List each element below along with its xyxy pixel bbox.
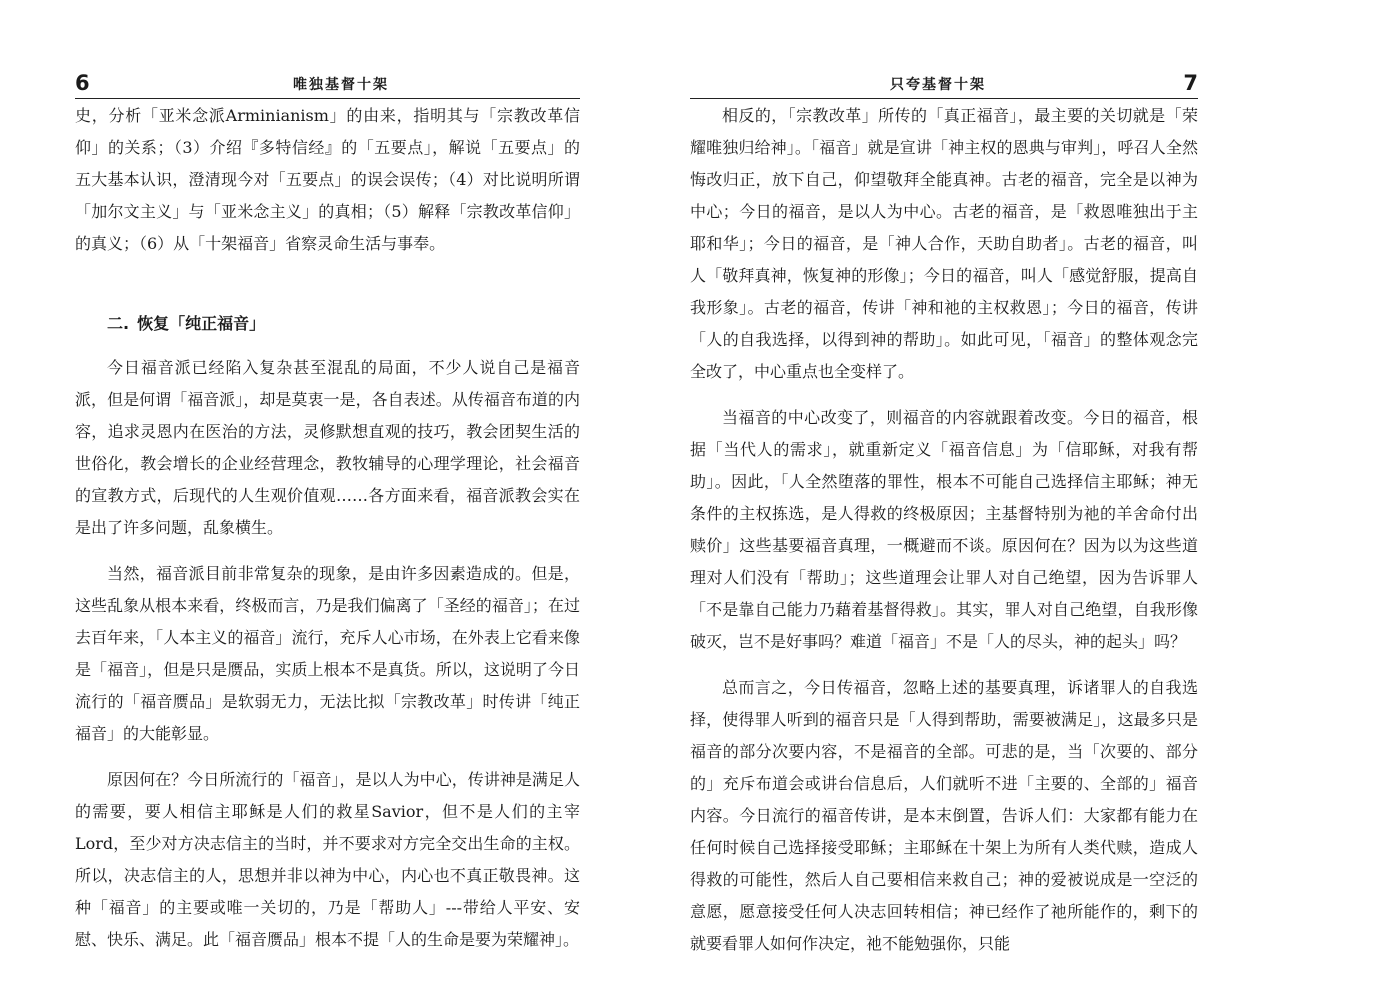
body-paragraph: 原因何在？今日所流行的「福音」，是以人为中心，传讲神是满足人的需要，要人相信主耶稣是人们的救星Savior，但不是人们的主宰Lord，至少对方决志信主的当时，并不要求对方完全交出生命的主权。所以，决志信主的人，思想并非以神为中心，内心也不真正敬畏神。这种「福音」的主要或唯一关切的，乃是「帮助人」---带给人平安、安慰、快乐、满足。此「福音赝品」根本不提「人的生命是要为荣耀神」。 <box>75 770 580 949</box>
page-number: 7 <box>1183 71 1198 95</box>
section-heading <box>75 308 580 340</box>
section-title: 恢复「纯正福音」 <box>137 314 266 333</box>
right-page-body <box>690 100 1198 960</box>
section-number: 二. <box>107 314 130 333</box>
body-paragraph: 总而言之，今日传福音，忽略上述的基要真理，诉诸罪人的自我选择，使得罪人听到的福音只是「人得到帮助，需要被满足」，这最多只是福音的部分次要内容，不是福音的全部。可悲的是，当「次要的、部分的」充斥布道会或讲台信息后，人们就听不进「主要的、全部的」福音内容。今日流行的福音传讲，是本末倒置，告诉人们：大家都有能力在任何时候自己选择接受耶稣；主耶稣在十架上为所有人类代赎，造成人得救的可能性，然后人自己要相信来救自己；神的爱被说成是一空泛的意愿，愿意接受任何人决志回转相信；神已经作了祂所能作的，剩下的就要看罪人如何作决定，祂不能勉强你，只能 <box>690 678 1198 953</box>
intro-paragraph: 史，分析「亚米念派Arminianism」的由来，指明其与「宗教改革信仰」的关系；（3）介绍『多特信经』的「五要点」，解说「五要点」的五大基本认识，澄清现今对「五要点」的误会误传；（4）对比说明所谓「加尔文主义」与「亚米念主义」的真相；（5）解释「宗教改革信仰」的真义；（6）从「十架福音」省察灵命生活与事奉。 <box>75 106 580 253</box>
running-header-title: 只夸基督十架 <box>890 77 986 93</box>
running-header-title: 唯独基督十架 <box>293 77 389 93</box>
left-page <box>75 0 580 993</box>
body-paragraph: 当然，福音派目前非常复杂的现象，是由许多因素造成的。但是，这些乱象从根本来看，终极而言，乃是我们偏离了「圣经的福音」；在过去百年来，「人本主义的福音」流行，充斥人心市场，在外表上它看来像是「福音」，但是只是赝品，实质上根本不是真货。所以，这说明了今日流行的「福音赝品」是软弱无力，无法比拟「宗教改革」时传讲「纯正福音」的大能彰显。 <box>75 564 580 743</box>
body-paragraph: 今日福音派已经陷入复杂甚至混乱的局面，不少人说自己是福音派，但是何谓「福音派」，却是莫衷一是，各自表述。从传福音布道的内容，追求灵恩内在医治的方法，灵修默想直观的技巧，教会团契生活的世俗化，教会增长的企业经营理念，教牧辅导的心理学理论，社会福音的宣教方式，后现代的人生观价值观……各方面来看，福音派教会实在是出了许多问题，乱象横生。 <box>75 358 580 537</box>
left-page-body <box>75 100 580 956</box>
page-number: 6 <box>75 71 90 95</box>
body-paragraph: 相反的，「宗教改革」所传的「真正福音」，最主要的关切就是「荣耀唯独归给神」。「福音」就是宣讲「神主权的恩典与审判」，呼召人全然悔改归正，放下自己，仰望敬拜全能真神。古老的福音，完全是以神为中心；今日的福音，是以人为中心。古老的福音，是「救恩唯独出于主耶和华」；今日的福音，是「神人合作，天助自助者」。古老的福音，叫人「敬拜真神，恢复神的形像」；今日的福音，叫人「感觉舒服，提高自我形象」。古老的福音，传讲「神和祂的主权救恩」；今日的福音，传讲「人的自我选择，以得到神的帮助」。如此可见，「福音」的整体观念完全改了，中心重点也全变样了。 <box>690 106 1198 381</box>
left-page-header <box>75 70 580 99</box>
body-paragraph: 当福音的中心改变了，则福音的内容就跟着改变。今日的福音，根据「当代人的需求」，就重新定义「福音信息」为「信耶稣，对我有帮助」。因此，「人全然堕落的罪性，根本不可能自己选择信主耶稣；神无条件的主权拣选，是人得救的终极原因；主基督特别为祂的羊舍命付出赎价」这些基要福音真理，一概避而不谈。原因何在？因为以为这些道理对人们没有「帮助」；这些道理会让罪人对自己绝望，因为告诉罪人「不是靠自己能力乃藉着基督得救」。其实，罪人对自己绝望，自我形像破灭，岂不是好事吗？难道「福音」不是「人的尽头，神的起头」吗？ <box>690 408 1198 651</box>
right-page-header <box>690 70 1198 99</box>
right-page <box>690 0 1198 993</box>
